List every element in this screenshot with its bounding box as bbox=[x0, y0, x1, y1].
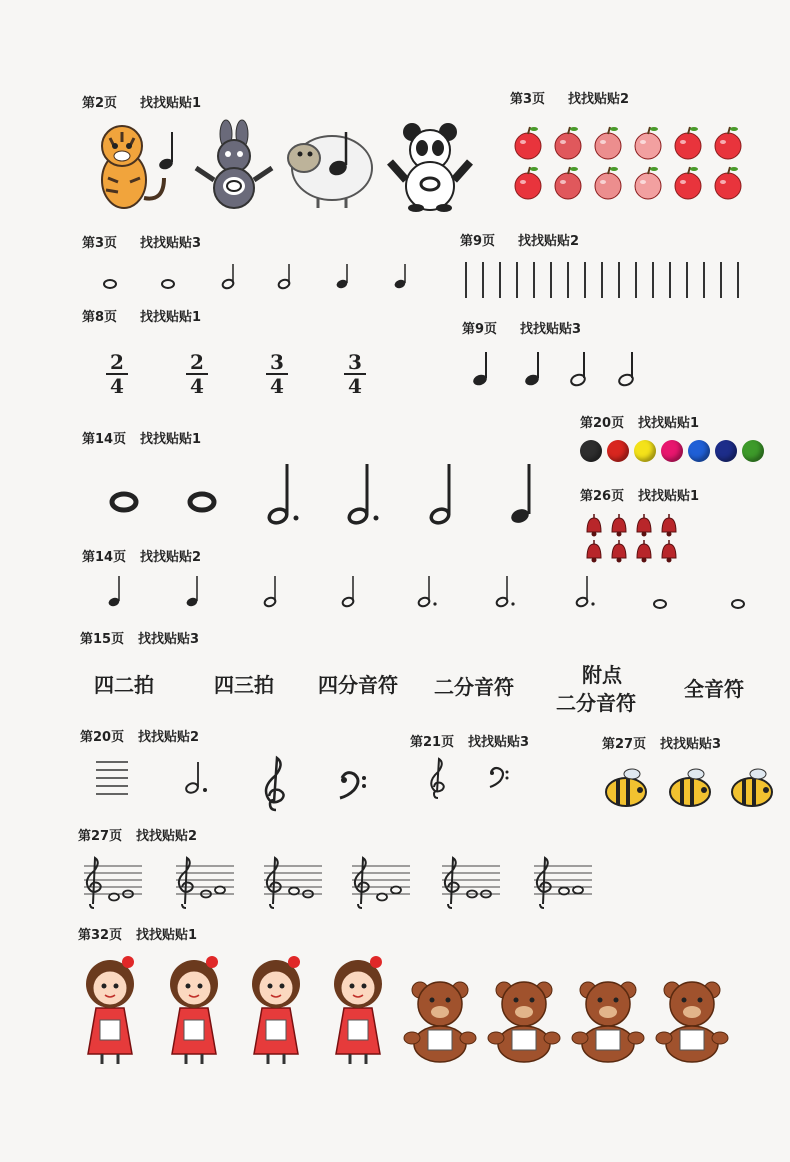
staff-with-notes bbox=[84, 858, 142, 908]
section-label: 第27页 找找贴贴2 bbox=[78, 829, 198, 844]
color-dot bbox=[661, 440, 683, 462]
panda-sticker-icon bbox=[386, 122, 478, 212]
bee-stickers-icon bbox=[602, 764, 780, 812]
apple-icon bbox=[555, 127, 581, 159]
section-label: 第20页 找找贴贴2 bbox=[80, 730, 200, 745]
treble-clef-icon bbox=[262, 754, 288, 812]
bee-icon bbox=[670, 769, 710, 806]
bass-clef-small-icon bbox=[488, 766, 512, 788]
section-label: 第20页 找找贴贴1 bbox=[580, 416, 700, 431]
staff-with-notes bbox=[176, 858, 234, 908]
term-text: 四三拍 bbox=[214, 673, 274, 697]
term-text: 全音符 bbox=[684, 677, 744, 701]
time-signature: 2 4 bbox=[186, 352, 208, 396]
time-signature: 3 4 bbox=[266, 352, 288, 396]
notes-row-p14-icon bbox=[106, 460, 546, 530]
bell-icon bbox=[637, 540, 651, 563]
section-label: 第15页 找找贴贴3 bbox=[80, 632, 200, 647]
notes-row-p9-icon bbox=[470, 348, 650, 390]
girl-sticker bbox=[252, 956, 300, 1064]
color-dot bbox=[688, 440, 710, 462]
color-dot bbox=[742, 440, 764, 462]
bear-sticker bbox=[488, 982, 560, 1062]
section-label: 第9页 找找贴贴2 bbox=[460, 234, 580, 249]
bee-icon bbox=[606, 769, 646, 806]
time-signature: 2 4 bbox=[106, 352, 128, 396]
rabbit-sticker-icon bbox=[190, 122, 276, 210]
section-label: 第2页 找找贴贴1 bbox=[82, 96, 202, 111]
apple-icon bbox=[515, 167, 541, 199]
treble-clef-small-icon bbox=[428, 756, 448, 800]
color-dot bbox=[634, 440, 656, 462]
section-label: 第32页 找找贴贴1 bbox=[78, 928, 198, 943]
apple-icon bbox=[675, 127, 701, 159]
bell-icon bbox=[637, 514, 651, 537]
section-label: 第26页 找找贴贴1 bbox=[580, 489, 700, 504]
bear-sticker bbox=[656, 982, 728, 1062]
bell-icon bbox=[587, 540, 601, 563]
bass-clef-icon bbox=[338, 770, 372, 800]
section-label: 第14页 找找贴贴2 bbox=[82, 550, 202, 565]
girl-sticker bbox=[86, 956, 134, 1064]
bell-icon bbox=[662, 514, 676, 537]
staff-lines-icon bbox=[96, 756, 130, 800]
bell-stickers-icon bbox=[586, 514, 686, 560]
bar-lines-icon bbox=[462, 262, 752, 300]
bell-icon bbox=[662, 540, 676, 563]
apple-icon bbox=[675, 167, 701, 199]
color-dot bbox=[607, 440, 629, 462]
term-text: 四二拍 bbox=[94, 673, 154, 697]
apple-icon bbox=[715, 167, 741, 199]
term-text: 二分音符 bbox=[556, 691, 636, 715]
apple-icon bbox=[595, 167, 621, 199]
color-dot bbox=[580, 440, 602, 462]
section-label: 第9页 找找贴贴3 bbox=[462, 322, 582, 337]
time-signature: 3 4 bbox=[344, 352, 366, 396]
bell-icon bbox=[587, 514, 601, 537]
tiger-sticker-icon bbox=[84, 118, 180, 212]
color-dot bbox=[715, 440, 737, 462]
notes-row-p14-2-icon bbox=[106, 574, 746, 614]
bear-sticker bbox=[572, 982, 644, 1062]
section-label: 第27页 找找贴贴3 bbox=[602, 737, 722, 752]
staff-with-notes bbox=[442, 858, 500, 908]
term-text: 附点 bbox=[582, 663, 622, 687]
dotted-half-note-icon bbox=[184, 760, 212, 796]
staff-with-notes bbox=[352, 858, 410, 908]
bell-icon bbox=[612, 514, 626, 537]
apple-icon bbox=[515, 127, 541, 159]
staff-notes-row-icon bbox=[84, 854, 604, 912]
apple-icon bbox=[555, 167, 581, 199]
bear-sticker bbox=[404, 982, 476, 1062]
section-label: 第3页 找找贴贴3 bbox=[82, 236, 202, 251]
bee-icon bbox=[732, 769, 772, 806]
apple-icon bbox=[635, 127, 661, 159]
section-label: 第21页 找找贴贴3 bbox=[410, 735, 530, 750]
staff-with-notes bbox=[534, 858, 592, 908]
section-label: 第14页 找找贴贴1 bbox=[82, 432, 202, 447]
section-label: 第3页 找找贴贴2 bbox=[510, 92, 630, 107]
apple-icon bbox=[635, 167, 661, 199]
girl-sticker bbox=[170, 956, 218, 1064]
apple-icon bbox=[715, 127, 741, 159]
term-text: 二分音符 bbox=[434, 675, 514, 699]
bell-icon bbox=[612, 540, 626, 563]
staff-with-notes bbox=[264, 858, 322, 908]
apple-icon bbox=[595, 127, 621, 159]
section-label: 第8页 找找贴贴1 bbox=[82, 310, 202, 325]
sheep-sticker-icon bbox=[284, 124, 374, 210]
notes-row-p3-icon bbox=[96, 262, 426, 294]
apple-stickers-icon bbox=[512, 126, 752, 204]
term-text: 四分音符 bbox=[318, 673, 398, 697]
girl-sticker bbox=[334, 956, 382, 1064]
girl-bear-stickers-icon bbox=[80, 950, 740, 1070]
